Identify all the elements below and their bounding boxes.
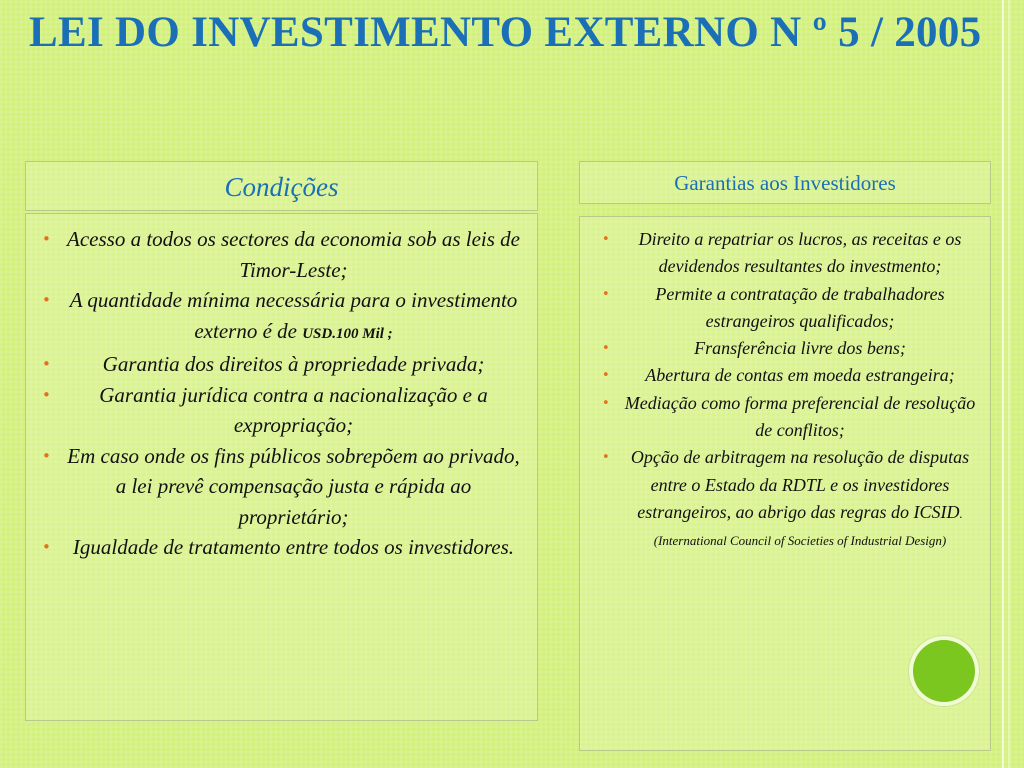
condition-item: [40, 224, 527, 285]
bullet-icon: •: [602, 395, 610, 411]
slide-title: LEI DO INVESTIMENTO EXTERNO N º 5 / 2005: [29, 9, 982, 56]
bullet-icon: •: [602, 450, 610, 466]
decorative-stripe: [1002, 0, 1004, 768]
condition-item-text: Em caso onde os fins públicos sobrepõem ao privado, a lei prevê compensação justa e rápida ao proprietário;: [67, 443, 520, 529]
guarantee-item-text: Mediação como forma preferencial de resolução de conflitos;: [624, 392, 976, 441]
guarantee-item: [598, 281, 982, 336]
condition-item: [40, 441, 527, 533]
icsid-note: .(International Council of Societies of Industrial Design): [653, 505, 963, 549]
bullet-icon: •: [42, 385, 51, 404]
condition-item-text: Garantia dos direitos à propriedade privada;: [102, 352, 485, 376]
bullet-icon: •: [42, 538, 51, 556]
condition-item: [40, 532, 527, 563]
condition-item: [40, 349, 527, 380]
guarantee-item: [598, 362, 982, 389]
minimum-amount: USD.100 Mil ;: [302, 325, 393, 342]
bullet-icon: •: [602, 232, 610, 247]
bullet-icon: •: [602, 341, 610, 357]
guarantee-item-text: Opção de arbitragem na resolução de disputas entre o Estado da RDTL e os investidores estrangeiros, ao abrigo das regras do ICSID: [630, 447, 970, 522]
guarantee-item: [598, 335, 982, 362]
guarantee-item: [598, 390, 982, 445]
guarantees-list: [580, 217, 990, 554]
guarantee-item-text: Direito a repatriar os lucros, as receitas e os devidendos resultantes do investmento;: [638, 229, 962, 277]
conditions-header: Condições: [224, 172, 339, 202]
bullet-icon: •: [602, 368, 610, 384]
bullet-icon: •: [42, 291, 51, 309]
decorative-circle: [913, 640, 975, 702]
guarantee-item-text: Fransferência livre dos bens;: [694, 338, 906, 359]
condition-item: [40, 380, 527, 441]
condition-item-text: A quantidade mínima necessária para o investimento externo é de: [69, 288, 518, 343]
bullet-icon: •: [42, 230, 51, 248]
conditions-list-box: [25, 213, 538, 721]
condition-item-text: Garantia jurídica contra a nacionalização e a expropriação;: [99, 382, 488, 437]
guarantees-header-box: [579, 161, 991, 204]
condition-item-text: Acesso a todos os sectores da economia sob as leis de Timor-Leste;: [67, 227, 520, 282]
guarantee-item: [598, 226, 982, 281]
bullet-icon: •: [602, 286, 610, 302]
guarantee-item: [598, 444, 982, 553]
decorative-stripe: [1008, 0, 1010, 768]
condition-item: [40, 285, 527, 349]
guarantees-header: Garantias aos Investidores: [674, 171, 896, 195]
conditions-header-box: [25, 161, 538, 211]
condition-item-text: Igualdade de tratamento entre todos os investidores.: [72, 535, 515, 559]
bullet-icon: •: [42, 355, 51, 373]
guarantee-item-text: Permite a contratação de trabalhadores estrangeiros qualificados;: [655, 283, 945, 331]
bullet-icon: •: [42, 446, 51, 465]
guarantee-item-text: Abertura de contas em moeda estrangeira;: [645, 365, 955, 386]
conditions-list: [26, 214, 537, 563]
